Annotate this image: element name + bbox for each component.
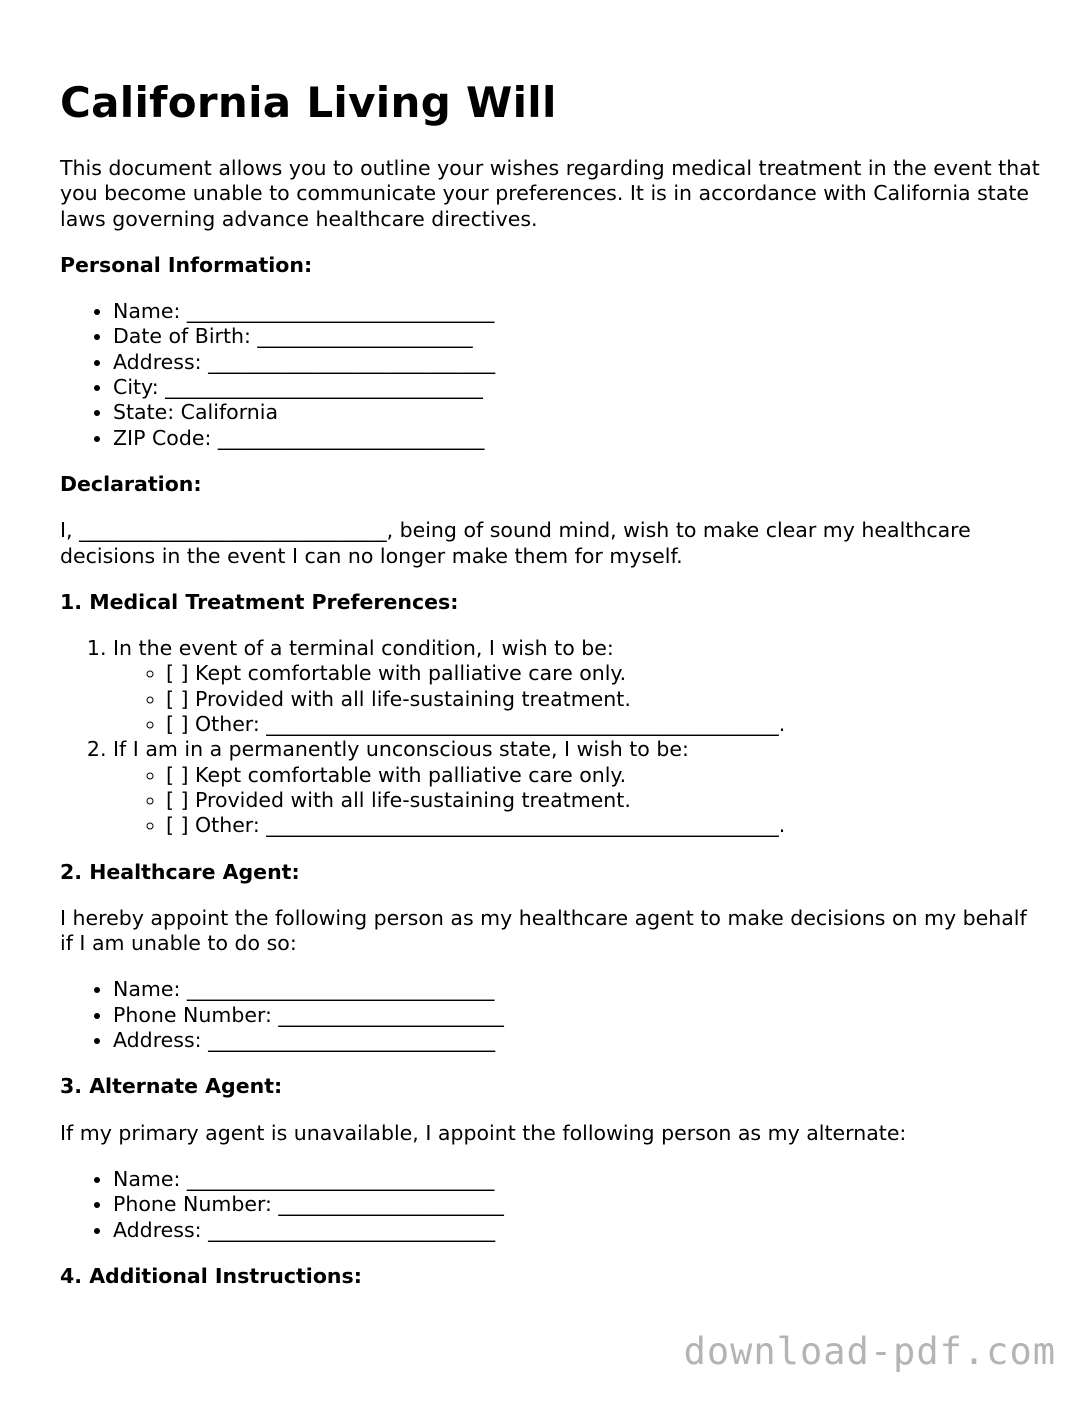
medical-preferences-list: [60, 636, 1040, 838]
preference-label: In the event of a terminal condition, I wish to be:: [113, 636, 614, 661]
list-item: • Address: ____________________________: [113, 1218, 1040, 1243]
preference-label: If I am in a permanently unconscious state, I wish to be:: [113, 737, 689, 762]
alternate-agent-heading: 3. Alternate Agent:: [60, 1074, 283, 1099]
list-item: • Name: ______________________________: [113, 1167, 1040, 1192]
list-item: • Date of Birth: _____________________: [113, 324, 1040, 349]
option-item: ◦ [ ] Other: __________________________________________________.: [166, 712, 1040, 737]
list-item: • Name: ______________________________: [113, 977, 1040, 1002]
list-item: [113, 636, 1040, 737]
document-body: [60, 156, 1040, 1310]
watermark: download-pdf.com: [683, 1330, 1056, 1373]
alternate-agent-list: [60, 1167, 1040, 1243]
list-item: • Name: ______________________________: [113, 299, 1040, 324]
personal-information-list: [60, 299, 1040, 451]
option-item: ◦ [ ] Other: __________________________________________________.: [166, 813, 1040, 838]
preference-options: [113, 763, 1040, 839]
declaration-heading: Declaration:: [60, 471, 202, 496]
list-item: • Address: ____________________________: [113, 350, 1040, 375]
list-item: • Address: ____________________________: [113, 1028, 1040, 1053]
declaration-paragraph: I, ______________________________, being of sound mind, wish to make clear my healthcare decisions in the event I can no longer make them for myself.: [60, 518, 971, 568]
healthcare-agent-paragraph: I hereby appoint the following person as my healthcare agent to make decisions on my behalf if I am unable to do so:: [60, 905, 1027, 956]
preference-options: [113, 661, 1040, 737]
medical-preferences-heading: 1. Medical Treatment Preferences:: [60, 589, 459, 614]
page-title: California Living Will: [60, 78, 557, 127]
healthcare-agent-list: [60, 977, 1040, 1053]
option-item: ◦ [ ] Provided with all life-sustaining treatment.: [166, 788, 1040, 813]
option-item: ◦ [ ] Kept comfortable with palliative care only.: [166, 661, 1040, 686]
intro-paragraph: This document allows you to outline your wishes regarding medical treatment in the event that you become unable to communicate your preferences. It is in accordance with California state laws governing advance healthcare directives.: [60, 156, 1040, 231]
list-item: [113, 737, 1040, 838]
option-item: ◦ [ ] Provided with all life-sustaining treatment.: [166, 687, 1040, 712]
list-item: • Phone Number: ______________________: [113, 1003, 1040, 1028]
additional-instructions-heading: 4. Additional Instructions:: [60, 1263, 362, 1288]
list-item: • ZIP Code: __________________________: [113, 426, 1040, 451]
list-item: • City: _______________________________: [113, 375, 1040, 400]
healthcare-agent-heading: 2. Healthcare Agent:: [60, 859, 300, 884]
list-item: • Phone Number: ______________________: [113, 1192, 1040, 1217]
option-item: ◦ [ ] Kept comfortable with palliative care only.: [166, 763, 1040, 788]
alternate-agent-paragraph: If my primary agent is unavailable, I appoint the following person as my alternate:: [60, 1120, 907, 1145]
personal-information-heading: Personal Information:: [60, 252, 313, 277]
list-item: • State: California: [113, 400, 1040, 425]
